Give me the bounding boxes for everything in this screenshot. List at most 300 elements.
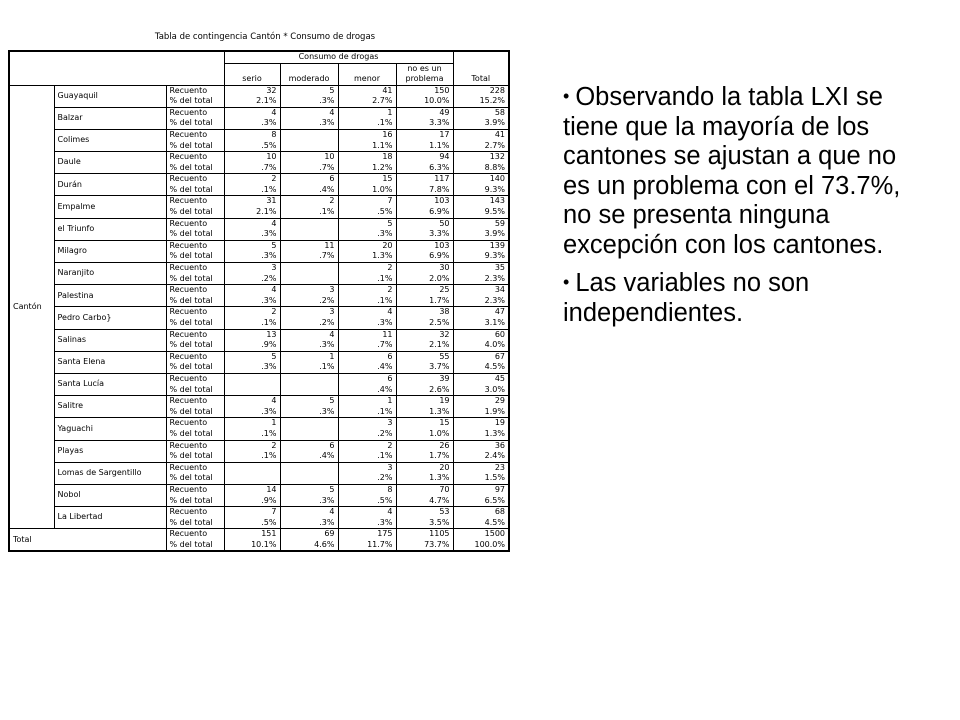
pct-cell: .3%: [224, 296, 280, 307]
count-cell: 117: [396, 174, 453, 185]
stat-label: % del total: [166, 540, 224, 552]
pct-cell: .3%: [224, 118, 280, 129]
pct-cell: 1.3%: [396, 473, 453, 484]
pct-cell: 9.3%: [453, 251, 509, 262]
count-cell: 10: [280, 152, 338, 163]
canton-label: Santa Elena: [54, 351, 166, 373]
pct-cell: .7%: [280, 251, 338, 262]
table-row: [9, 107, 509, 118]
pct-cell: .1%: [280, 207, 338, 218]
pct-cell: .7%: [224, 163, 280, 174]
pct-cell: .2%: [338, 473, 396, 484]
table-row: [9, 263, 509, 274]
pct-cell: .3%: [280, 118, 338, 129]
stat-label: Recuento: [166, 529, 224, 540]
count-cell: 19: [396, 396, 453, 407]
pct-cell: [280, 473, 338, 484]
count-cell: 3: [280, 285, 338, 296]
pct-cell: 3.3%: [396, 118, 453, 129]
table-row: [9, 307, 509, 318]
stat-label: % del total: [166, 340, 224, 351]
pct-cell: 15.2%: [453, 96, 509, 107]
pct-cell: 3.9%: [453, 229, 509, 240]
total-count-cell: 1500: [453, 529, 509, 540]
col-group-header: Consumo de drogas: [224, 51, 453, 63]
canton-label: Guayaquil: [54, 85, 166, 107]
pct-cell: 2.4%: [453, 451, 509, 462]
pct-cell: [280, 140, 338, 151]
pct-cell: 3.9%: [453, 118, 509, 129]
col-header-spacer: [224, 63, 280, 74]
total-pct-cell: 11.7%: [338, 540, 396, 552]
stat-label: % del total: [166, 274, 224, 285]
total-row: [9, 529, 509, 540]
table-row: [9, 507, 509, 518]
stat-label: % del total: [166, 495, 224, 506]
total-header-top: [453, 51, 509, 63]
pct-cell: 3.1%: [453, 318, 509, 329]
stat-label: Recuento: [166, 307, 224, 318]
pct-cell: 1.0%: [396, 429, 453, 440]
count-cell: 6: [338, 373, 396, 384]
count-cell: 4: [224, 396, 280, 407]
pct-cell: 2.1%: [224, 96, 280, 107]
table-row: [9, 196, 509, 207]
count-cell: 5: [280, 484, 338, 495]
bullet-icon: •: [563, 86, 570, 106]
count-cell: 67: [453, 351, 509, 362]
count-cell: 1: [224, 418, 280, 429]
table-row: [9, 129, 509, 140]
count-cell: 2: [224, 440, 280, 451]
table-row: [9, 373, 509, 384]
count-cell: 4: [224, 107, 280, 118]
pct-cell: .2%: [224, 274, 280, 285]
total-label: Total: [9, 529, 166, 552]
count-cell: 41: [453, 129, 509, 140]
count-cell: 2: [224, 174, 280, 185]
table-row: [9, 218, 509, 229]
pct-cell: .1%: [338, 296, 396, 307]
count-cell: [224, 462, 280, 473]
stat-label: % del total: [166, 163, 224, 174]
pct-cell: .1%: [338, 118, 396, 129]
pct-cell: .1%: [338, 451, 396, 462]
count-cell: 5: [280, 85, 338, 96]
table-row: [9, 418, 509, 429]
table-row: [9, 285, 509, 296]
stat-label: Recuento: [166, 462, 224, 473]
count-cell: 15: [396, 418, 453, 429]
stat-label: % del total: [166, 296, 224, 307]
pct-cell: [280, 385, 338, 396]
stat-label: Recuento: [166, 85, 224, 96]
count-cell: 35: [453, 263, 509, 274]
contingency-table: [8, 50, 510, 552]
canton-label: Lomas de Sargentillo: [54, 462, 166, 484]
col-header-spacer: [338, 63, 396, 74]
stat-label: Recuento: [166, 440, 224, 451]
row-group-header: Cantón: [9, 85, 54, 529]
count-cell: 70: [396, 484, 453, 495]
count-cell: 4: [280, 507, 338, 518]
pct-cell: .1%: [338, 274, 396, 285]
count-cell: 228: [453, 85, 509, 96]
count-cell: 3: [280, 307, 338, 318]
stat-label: Recuento: [166, 107, 224, 118]
bullet-item: [563, 268, 923, 328]
count-cell: 20: [396, 462, 453, 473]
count-cell: 97: [453, 484, 509, 495]
count-cell: 19: [453, 418, 509, 429]
col-header-problem-bottom: problema: [396, 74, 453, 85]
count-cell: 23: [453, 462, 509, 473]
pct-cell: .2%: [280, 318, 338, 329]
pct-cell: 2.3%: [453, 296, 509, 307]
pct-cell: 4.7%: [396, 495, 453, 506]
count-cell: 5: [224, 351, 280, 362]
pct-cell: 2.1%: [224, 207, 280, 218]
count-cell: 8: [224, 129, 280, 140]
pct-cell: .1%: [224, 429, 280, 440]
count-cell: [280, 462, 338, 473]
count-cell: 49: [396, 107, 453, 118]
col-header-total: Total: [453, 74, 509, 85]
count-cell: 10: [224, 152, 280, 163]
canton-label: Durán: [54, 174, 166, 196]
count-cell: 32: [396, 329, 453, 340]
table-row: [9, 440, 509, 451]
count-cell: 140: [453, 174, 509, 185]
table-row: [9, 240, 509, 251]
pct-cell: 2.6%: [396, 385, 453, 396]
count-cell: 38: [396, 307, 453, 318]
stat-label: % del total: [166, 407, 224, 418]
stat-label: % del total: [166, 229, 224, 240]
pct-cell: 10.0%: [396, 96, 453, 107]
pct-cell: .1%: [338, 407, 396, 418]
bullet-text: Observando la tabla LXI se tiene que la mayoría de los cantones se ajustan a que no es un problema con el 73.7%, no se presenta ninguna excepción con los cantones.: [563, 83, 901, 259]
pct-cell: 4.5%: [453, 518, 509, 529]
pct-cell: 1.5%: [453, 473, 509, 484]
stat-label: Recuento: [166, 329, 224, 340]
canton-label: Playas: [54, 440, 166, 462]
pct-cell: .5%: [224, 518, 280, 529]
pct-cell: .4%: [280, 451, 338, 462]
stat-label: Recuento: [166, 351, 224, 362]
count-cell: 25: [396, 285, 453, 296]
count-cell: 2: [338, 440, 396, 451]
pct-cell: .3%: [224, 362, 280, 373]
count-cell: [280, 373, 338, 384]
count-cell: 4: [280, 329, 338, 340]
stat-label: Recuento: [166, 240, 224, 251]
count-cell: 2: [280, 196, 338, 207]
pct-cell: .5%: [224, 140, 280, 151]
count-cell: 4: [280, 107, 338, 118]
canton-label: Daule: [54, 152, 166, 174]
stat-label: Recuento: [166, 285, 224, 296]
pct-cell: .3%: [224, 251, 280, 262]
pct-cell: 1.3%: [453, 429, 509, 440]
pct-cell: 8.8%: [453, 163, 509, 174]
pct-cell: .3%: [224, 407, 280, 418]
count-cell: 13: [224, 329, 280, 340]
pct-cell: .5%: [338, 495, 396, 506]
stat-label: Recuento: [166, 196, 224, 207]
canton-label: Balzar: [54, 107, 166, 129]
pct-cell: [280, 229, 338, 240]
table-row: [9, 351, 509, 362]
pct-cell: 1.3%: [396, 407, 453, 418]
stat-label: % del total: [166, 362, 224, 373]
pct-cell: 2.7%: [453, 140, 509, 151]
total-count-cell: 151: [224, 529, 280, 540]
pct-cell: 2.7%: [338, 96, 396, 107]
pct-cell: 1.3%: [338, 251, 396, 262]
col-header-problem-top: no es un: [396, 63, 453, 74]
count-cell: 5: [280, 396, 338, 407]
col-header-moderado: moderado: [280, 74, 338, 85]
stat-label: Recuento: [166, 484, 224, 495]
total-pct-cell: 4.6%: [280, 540, 338, 552]
count-cell: 2: [224, 307, 280, 318]
stat-label: Recuento: [166, 396, 224, 407]
stat-label: Recuento: [166, 507, 224, 518]
count-cell: [280, 129, 338, 140]
pct-cell: .3%: [338, 229, 396, 240]
count-cell: 26: [396, 440, 453, 451]
pct-cell: [224, 385, 280, 396]
count-cell: [280, 263, 338, 274]
pct-cell: .4%: [338, 362, 396, 373]
count-cell: 14: [224, 484, 280, 495]
pct-cell: 2.3%: [453, 274, 509, 285]
pct-cell: 4.5%: [453, 362, 509, 373]
pct-cell: .3%: [338, 518, 396, 529]
count-cell: [280, 418, 338, 429]
pct-cell: 3.3%: [396, 229, 453, 240]
table-row: [9, 329, 509, 340]
pct-cell: 9.5%: [453, 207, 509, 218]
bullet-text: Las variables no son independientes.: [563, 269, 810, 327]
canton-label: Colimes: [54, 129, 166, 151]
count-cell: 29: [453, 396, 509, 407]
pct-cell: 1.7%: [396, 451, 453, 462]
count-cell: 68: [453, 507, 509, 518]
count-cell: 6: [280, 440, 338, 451]
pct-cell: 2.0%: [396, 274, 453, 285]
pct-cell: .3%: [280, 96, 338, 107]
total-count-cell: 69: [280, 529, 338, 540]
pct-cell: 1.9%: [453, 407, 509, 418]
count-cell: 103: [396, 196, 453, 207]
count-cell: 1: [338, 107, 396, 118]
pct-cell: 6.9%: [396, 207, 453, 218]
count-cell: 20: [338, 240, 396, 251]
pct-cell: .3%: [280, 518, 338, 529]
total-header-mid: [453, 63, 509, 74]
count-cell: 31: [224, 196, 280, 207]
count-cell: 30: [396, 263, 453, 274]
pct-cell: .1%: [224, 185, 280, 196]
pct-cell: .4%: [280, 185, 338, 196]
table-row: [9, 396, 509, 407]
pct-cell: .3%: [224, 229, 280, 240]
canton-label: el Triunfo: [54, 218, 166, 240]
count-cell: 15: [338, 174, 396, 185]
stat-label: Recuento: [166, 218, 224, 229]
pct-cell: 1.1%: [396, 140, 453, 151]
table-row: [9, 484, 509, 495]
stat-label: % del total: [166, 185, 224, 196]
stat-label: Recuento: [166, 373, 224, 384]
count-cell: 58: [453, 107, 509, 118]
count-cell: 139: [453, 240, 509, 251]
count-cell: 3: [338, 418, 396, 429]
canton-label: Palestina: [54, 285, 166, 307]
count-cell: 5: [224, 240, 280, 251]
count-cell: 6: [280, 174, 338, 185]
count-cell: 132: [453, 152, 509, 163]
canton-label: Naranjito: [54, 263, 166, 285]
pct-cell: 6.5%: [453, 495, 509, 506]
count-cell: 34: [453, 285, 509, 296]
count-cell: [280, 218, 338, 229]
pct-cell: 1.7%: [396, 296, 453, 307]
pct-cell: .1%: [224, 318, 280, 329]
stat-label: % del total: [166, 140, 224, 151]
count-cell: 7: [224, 507, 280, 518]
stat-label: % del total: [166, 318, 224, 329]
canton-label: Nobol: [54, 484, 166, 506]
pct-cell: 9.3%: [453, 185, 509, 196]
canton-label: Salitre: [54, 396, 166, 418]
bullet-list: [563, 82, 923, 336]
count-cell: 2: [338, 285, 396, 296]
count-cell: 18: [338, 152, 396, 163]
count-cell: 39: [396, 373, 453, 384]
stat-label: Recuento: [166, 263, 224, 274]
col-header-spacer: [280, 63, 338, 74]
canton-label: Milagro: [54, 240, 166, 262]
count-cell: 11: [280, 240, 338, 251]
count-cell: 36: [453, 440, 509, 451]
pct-cell: .7%: [338, 340, 396, 351]
stat-label: % del total: [166, 118, 224, 129]
table-row: [9, 174, 509, 185]
count-cell: 45: [453, 373, 509, 384]
canton-label: Empalme: [54, 196, 166, 218]
bullet-icon: •: [563, 272, 570, 292]
count-cell: 8: [338, 484, 396, 495]
bullet-item: [563, 82, 923, 260]
pct-cell: 6.3%: [396, 163, 453, 174]
count-cell: 5: [338, 218, 396, 229]
count-cell: 1: [338, 396, 396, 407]
pct-cell: 1.2%: [338, 163, 396, 174]
count-cell: 55: [396, 351, 453, 362]
canton-label: Pedro Carbo}: [54, 307, 166, 329]
table-title: Tabla de contingencia Cantón * Consumo de drogas: [154, 32, 376, 42]
pct-cell: 6.9%: [396, 251, 453, 262]
total-pct-cell: 100.0%: [453, 540, 509, 552]
table-row: [9, 462, 509, 473]
pct-cell: .9%: [224, 495, 280, 506]
pct-cell: 1.0%: [338, 185, 396, 196]
pct-cell: 2.5%: [396, 318, 453, 329]
pct-cell: .2%: [338, 429, 396, 440]
count-cell: 150: [396, 85, 453, 96]
stat-label: % del total: [166, 385, 224, 396]
col-header-serio: serio: [224, 74, 280, 85]
count-cell: 60: [453, 329, 509, 340]
count-cell: 6: [338, 351, 396, 362]
stat-label: % del total: [166, 429, 224, 440]
pct-cell: .5%: [338, 207, 396, 218]
stat-label: % del total: [166, 451, 224, 462]
count-cell: [224, 373, 280, 384]
count-cell: 41: [338, 85, 396, 96]
stat-label: % del total: [166, 518, 224, 529]
count-cell: 1: [280, 351, 338, 362]
table-row: [9, 152, 509, 163]
corner-cell: [9, 51, 224, 85]
pct-cell: [224, 473, 280, 484]
total-count-cell: 175: [338, 529, 396, 540]
count-cell: 4: [338, 307, 396, 318]
stat-label: % del total: [166, 473, 224, 484]
count-cell: 94: [396, 152, 453, 163]
stat-label: Recuento: [166, 418, 224, 429]
count-cell: 2: [338, 263, 396, 274]
pct-cell: .3%: [280, 407, 338, 418]
count-cell: 59: [453, 218, 509, 229]
total-pct-cell: 73.7%: [396, 540, 453, 552]
pct-cell: .9%: [224, 340, 280, 351]
pct-cell: .2%: [280, 296, 338, 307]
count-cell: 32: [224, 85, 280, 96]
count-cell: 4: [224, 218, 280, 229]
table-body: [9, 51, 509, 551]
pct-cell: .3%: [280, 495, 338, 506]
pct-cell: 3.7%: [396, 362, 453, 373]
stat-label: % del total: [166, 207, 224, 218]
count-cell: 103: [396, 240, 453, 251]
col-header-menor: menor: [338, 74, 396, 85]
stat-label: % del total: [166, 251, 224, 262]
pct-cell: 1.1%: [338, 140, 396, 151]
header-row: [9, 51, 509, 63]
pct-cell: [280, 274, 338, 285]
pct-cell: .3%: [338, 318, 396, 329]
canton-label: Yaguachi: [54, 418, 166, 440]
count-cell: 11: [338, 329, 396, 340]
pct-cell: 3.5%: [396, 518, 453, 529]
stat-label: % del total: [166, 96, 224, 107]
stat-label: Recuento: [166, 129, 224, 140]
count-cell: 53: [396, 507, 453, 518]
stat-label: Recuento: [166, 174, 224, 185]
count-cell: 16: [338, 129, 396, 140]
pct-cell: .4%: [338, 385, 396, 396]
pct-cell: .1%: [224, 451, 280, 462]
count-cell: 4: [224, 285, 280, 296]
total-pct-cell: 10.1%: [224, 540, 280, 552]
canton-label: Santa Lucía: [54, 373, 166, 395]
canton-label: Salinas: [54, 329, 166, 351]
pct-cell: 3.0%: [453, 385, 509, 396]
